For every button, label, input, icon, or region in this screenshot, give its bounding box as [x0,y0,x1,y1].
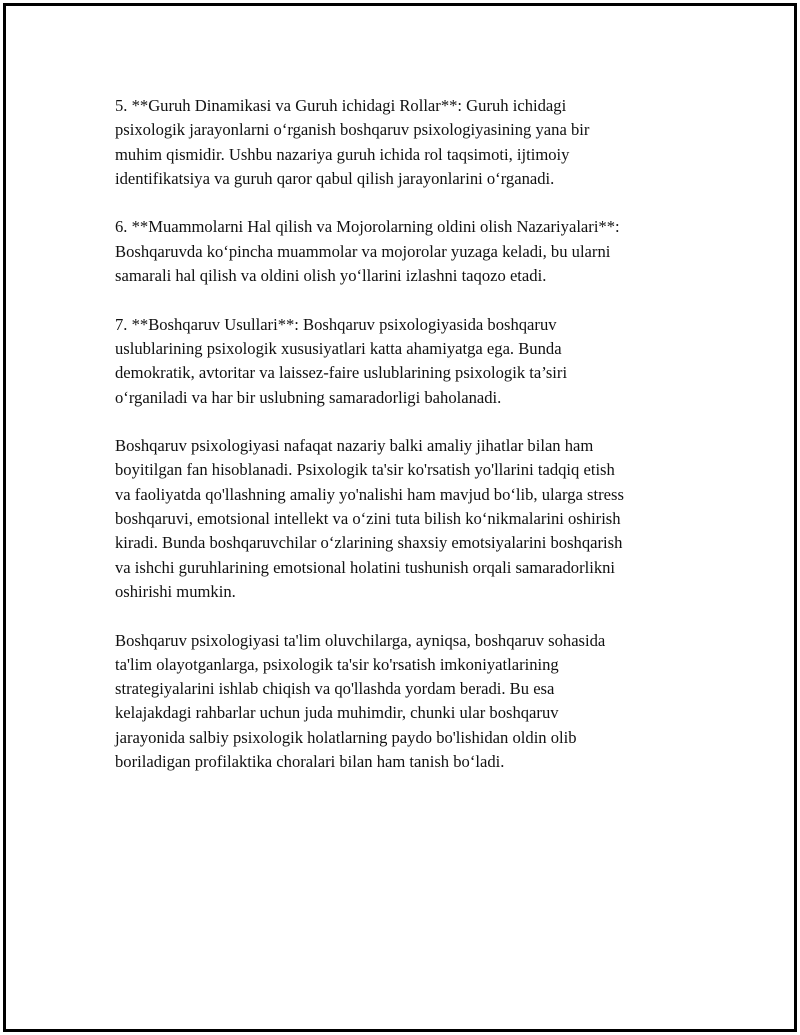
document-body [115,94,690,799]
paragraph-conflict-resolution: 6. **Muammolarni Hal qilish va Mojorolarning oldini olish Nazariyalari**: Boshqaruvda ko‘pincha muammolar va mojorolar yuzaga keladi, bu ularni samarali hal qilish va oldini olish yo‘llarini izlashni taqozo etadi. [115,217,620,286]
paragraph-practical-aspects: Boshqaruv psixologiyasi nafaqat nazariy balki amaliy jihatlar bilan ham boyitilgan fan hisoblanadi. Psixologik ta'sir ko'rsatish yo'llarini tadqiq etish va faoliyatda qo'llashning amaliy yo'nalishi ham mavjud bo‘lib, ularga stress boshqaruvi, emotsional intellekt va o‘zini tuta bilish ko‘nikmalarini oshirish kiradi. Bunda boshqaruvchilar o‘zlarining shaxsiy emotsiyalarini boshqarish va ishchi guruhlarining emotsional holatini tushunish orqali samaradorlikni oshirishi mumkin. [115,436,624,601]
paragraph-management-styles: 7. **Boshqaruv Usullari**: Boshqaruv psixologiyasida boshqaruv uslublarining psixologik xususiyatlari katta ahamiyatga ega. Bunda demokratik, avtoritar va laissez-faire uslublarining psixologik ta’siri o‘rganiladi va har bir uslubning samaradorligi baholanadi. [115,314,568,407]
paragraph-group-dynamics: 5. **Guruh Dinamikasi va Guruh ichidagi Rollar**: Guruh ichidagi psixologik jarayonlarni o‘rganish boshqaruv psixologiyasining yana bir muhim qismidir. Ushbu nazariya guruh ichida rol taqsimoti, ijtimoiy identifikatsiya va guruh qaror qabul qilish jarayonlarini o‘rganadi. [115,96,590,188]
paragraph-education-benefits: Boshqaruv psixologiyasi ta'lim oluvchilarga, ayniqsa, boshqaruv sohasida ta'lim olayotganlarga, psixologik ta'sir ko'rsatish imkoniyatlarining strategiyalarini ishlab chiqish va qo'llashda yordam beradi. Bu esa kelajakdagi rahbarlar uchun juda muhimdir, chunki ular boshqaruv jarayonida salbiy psixologik holatlarning paydo bo'lishidan oldin olib boriladigan profilaktika choralari bilan ham tanish bo‘ladi. [115,630,606,772]
